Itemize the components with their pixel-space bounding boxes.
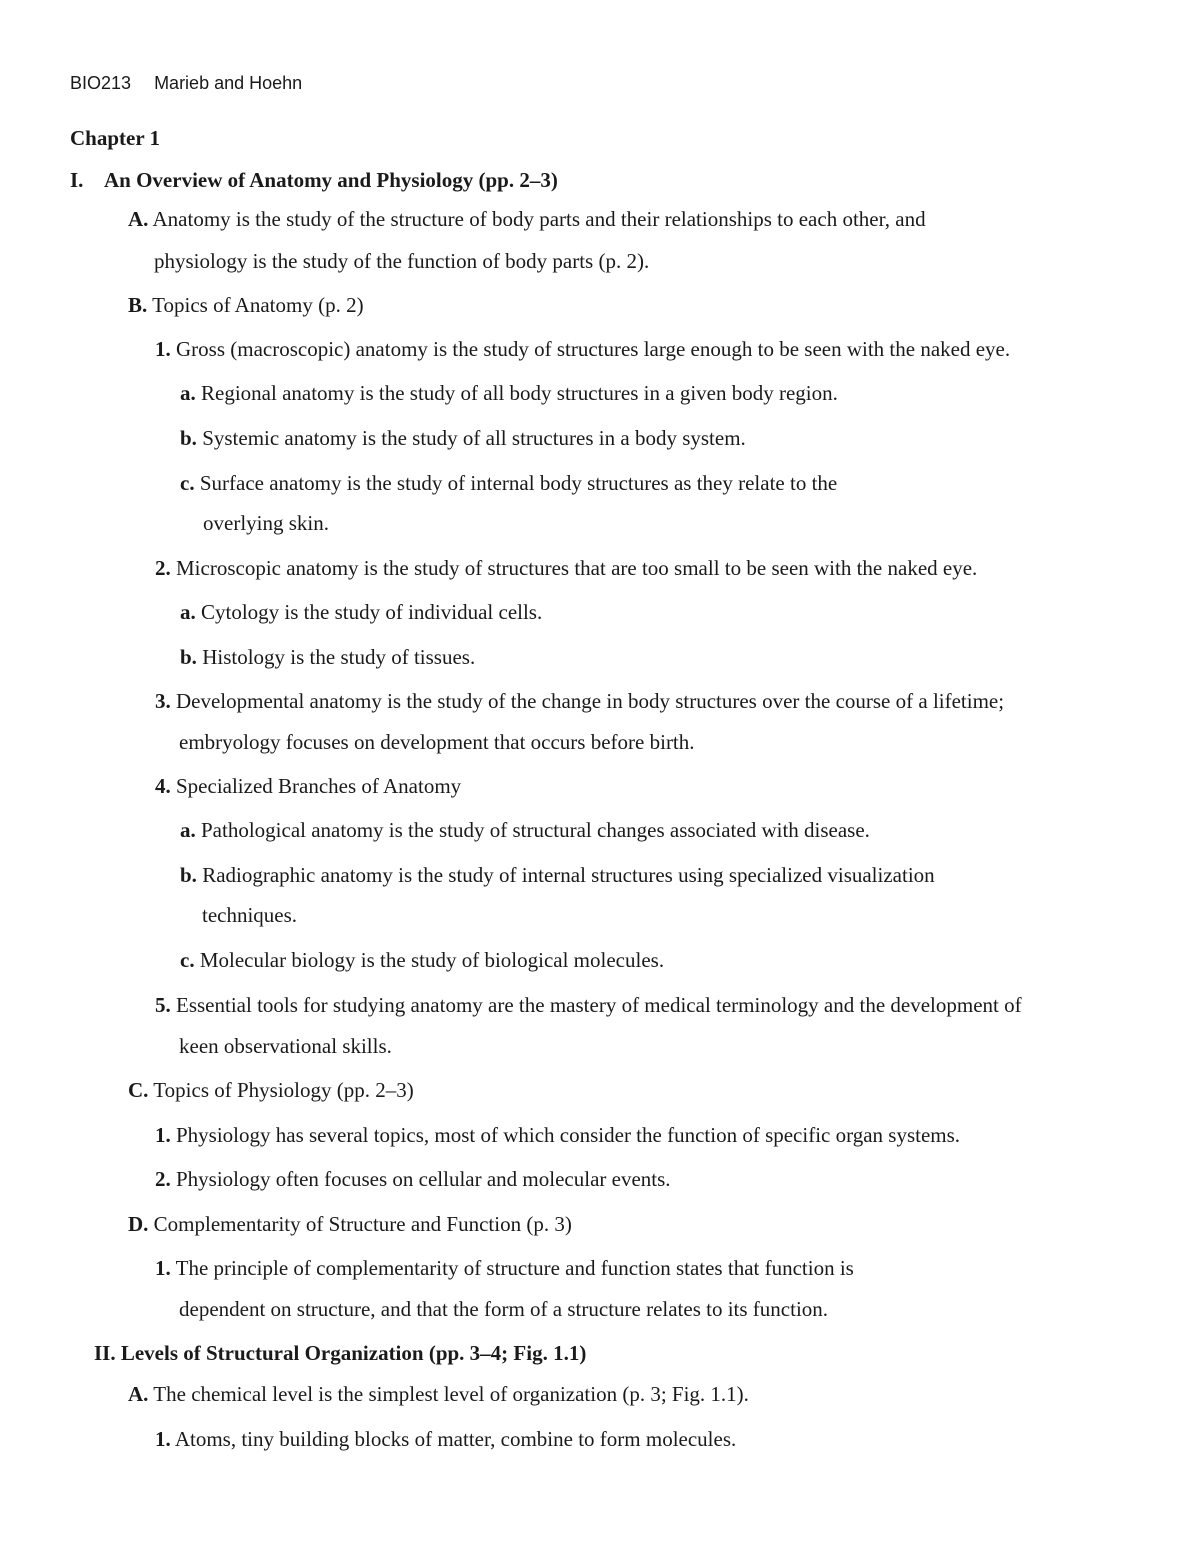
item-text: Pathological anatomy is the study of structural changes associated with disease.	[201, 818, 870, 842]
item-text: Microscopic anatomy is the study of structures that are too small to be seen with the naked eye.	[176, 556, 978, 580]
item-marker: 4.	[155, 774, 171, 798]
page-header	[70, 73, 302, 94]
course-code: BIO213	[70, 73, 132, 93]
item-marker: 1.	[155, 1256, 171, 1280]
outline-item-A-continuation: physiology is the study of the function of body parts (p. 2).	[154, 249, 650, 273]
outline-item-B5-continuation: keen observational skills.	[179, 1034, 392, 1058]
outline-item-B1a	[180, 380, 838, 406]
outline-item-B1c-continuation: overlying skin.	[203, 511, 329, 535]
item-text: Gross (macroscopic) anatomy is the study of structures large enough to be seen with the naked eye.	[176, 337, 1011, 361]
item-marker: c.	[180, 948, 195, 972]
item-text: Essential tools for studying anatomy are the mastery of medical terminology and the development of	[176, 993, 1022, 1017]
outline-item-C	[128, 1077, 414, 1103]
item-marker: 3.	[155, 689, 171, 713]
item-marker: 2.	[155, 1167, 171, 1191]
chapter-title: Chapter 1	[70, 126, 161, 150]
item-text: Anatomy is the study of the structure of body parts and their relationships to each other, and	[152, 207, 926, 231]
item-marker: B.	[128, 293, 148, 317]
outline-item-C1	[155, 1122, 960, 1148]
item-marker: a.	[180, 600, 196, 624]
outline-item-B2a	[180, 599, 542, 625]
outline-item-B4b	[180, 862, 935, 888]
item-marker: 5.	[155, 993, 171, 1017]
outline-item-C2	[155, 1166, 671, 1192]
outline-item-B2	[155, 555, 977, 581]
section-title: An Overview of Anatomy and Physiology (pp. 2–3)	[104, 168, 558, 192]
item-text: Regional anatomy is the study of all body structures in a given body region.	[201, 381, 838, 405]
item-text: Topics of Physiology (pp. 2–3)	[153, 1078, 414, 1102]
outline-item-B3-continuation: embryology focuses on development that occurs before birth.	[179, 730, 695, 754]
outline-item-B	[128, 292, 364, 318]
section-heading-1	[70, 167, 558, 193]
item-text: The principle of complementarity of structure and function states that function is	[175, 1256, 854, 1280]
item-marker: 1.	[155, 1427, 171, 1451]
outline-item-B1	[155, 336, 1010, 362]
outline-item-B1c	[180, 470, 837, 496]
item-marker: a.	[180, 818, 196, 842]
item-marker: 1.	[155, 1123, 171, 1147]
outline-item-A	[128, 206, 926, 232]
item-marker: A.	[128, 1382, 149, 1406]
item-text: Topics of Anatomy (p. 2)	[152, 293, 364, 317]
item-text: Physiology has several topics, most of which consider the function of specific organ systems.	[176, 1123, 961, 1147]
item-text: Specialized Branches of Anatomy	[176, 774, 462, 798]
item-text: Molecular biology is the study of biological molecules.	[199, 948, 665, 972]
outline-item-II-A1	[155, 1426, 736, 1452]
outline-item-D1	[155, 1255, 854, 1281]
outline-item-II-A	[128, 1381, 749, 1407]
outline-item-B5	[155, 992, 1022, 1018]
item-text: Systemic anatomy is the study of all structures in a body system.	[202, 426, 746, 450]
outline-item-B4b-continuation: techniques.	[202, 903, 298, 927]
item-text: Atoms, tiny building blocks of matter, combine to form molecules.	[174, 1427, 737, 1451]
outline-item-B4a	[180, 817, 870, 843]
item-text: Physiology often focuses on cellular and molecular events.	[176, 1167, 671, 1191]
outline-item-B4	[155, 773, 461, 799]
item-marker: D.	[128, 1212, 149, 1236]
item-text: Surface anatomy is the study of internal body structures as they relate to the	[199, 471, 838, 495]
section-heading-2	[94, 1340, 586, 1366]
outline-item-B2b	[180, 644, 475, 670]
item-marker: 2.	[155, 556, 171, 580]
item-marker: C.	[128, 1078, 149, 1102]
item-text: The chemical level is the simplest level of organization (p. 3; Fig. 1.1).	[153, 1382, 749, 1406]
outline-item-B1b	[180, 425, 746, 451]
item-text: Histology is the study of tissues.	[202, 645, 476, 669]
outline-item-B3	[155, 688, 1004, 714]
outline-item-B4c	[180, 947, 664, 973]
item-marker: 1.	[155, 337, 171, 361]
section-title: Levels of Structural Organization (pp. 3–4; Fig. 1.1)	[120, 1341, 587, 1365]
section-marker: II.	[94, 1341, 116, 1365]
item-text: Complementarity of Structure and Function (p. 3)	[153, 1212, 572, 1236]
item-text: Radiographic anatomy is the study of internal structures using specialized visualization	[202, 863, 935, 887]
outline-item-D1-continuation: dependent on structure, and that the form of a structure relates to its function.	[179, 1297, 829, 1321]
item-text: Cytology is the study of individual cells.	[201, 600, 543, 624]
item-marker: b.	[180, 426, 197, 450]
section-marker: I.	[70, 168, 84, 192]
item-marker: a.	[180, 381, 196, 405]
item-marker: b.	[180, 863, 197, 887]
item-marker: c.	[180, 471, 195, 495]
outline-item-D	[128, 1211, 572, 1237]
item-text: Developmental anatomy is the study of the change in body structures over the course of a lifetime;	[176, 689, 1005, 713]
item-marker: b.	[180, 645, 197, 669]
textbook-authors: Marieb and Hoehn	[154, 73, 303, 93]
item-marker: A.	[128, 207, 149, 231]
